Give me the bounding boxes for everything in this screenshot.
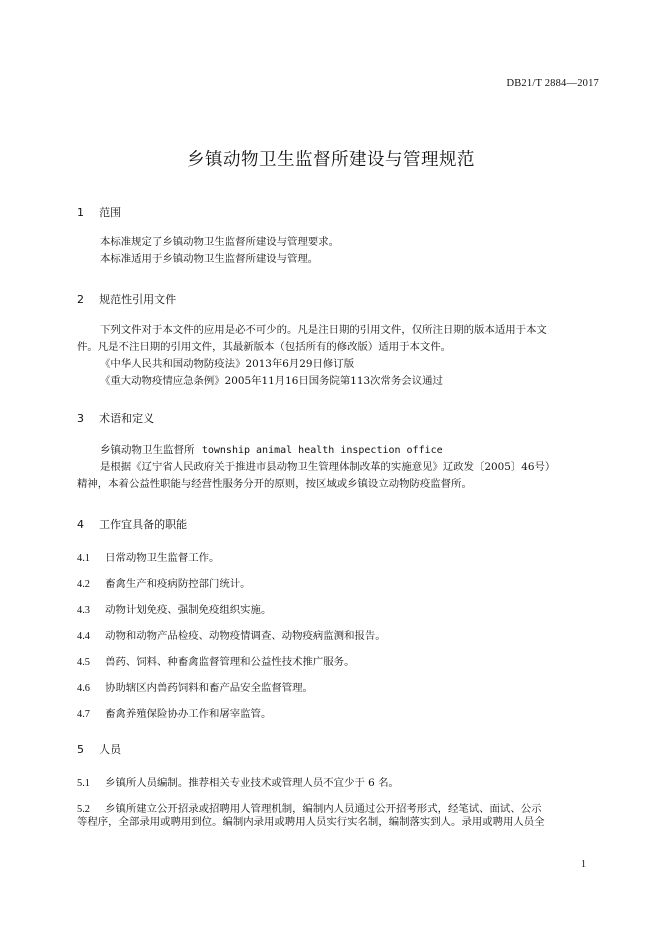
section-5-heading (77, 738, 121, 757)
section-title: 术语和定义 (99, 412, 155, 425)
clause-text: 乡镇所建立公开招录或招聘用人管理机制，编制内人员通过公开招考形式，经笔试、面试、公示 (105, 803, 542, 815)
clause-4-2 (77, 572, 251, 592)
clause-number: 5.2 (77, 804, 90, 815)
clause-text: 日常动物卫生监督工作。 (105, 552, 220, 564)
paragraph-line: 件。凡是不注日期的引用文件，其最新版本（包括所有的修改版）适用于本文件。 (77, 341, 452, 353)
clause-text: 畜禽生产和疫病防控部门统计。 (105, 578, 251, 590)
section-number: 1 (77, 206, 84, 219)
clause-text: 动物计划免疫、强制免疫组织实施。 (105, 604, 272, 616)
clause-4-6 (77, 676, 313, 696)
clause-number: 5.1 (77, 778, 90, 789)
section-title: 规范性引用文件 (99, 293, 177, 306)
paragraph-line: 下列文件对于本文件的应用是必不可少的。凡是注日期的引用文件，仅所注日期的版本适用于本文 (100, 324, 547, 336)
clause-text: 畜禽养殖保险协办工作和屠宰监管。 (105, 708, 272, 720)
term-entry (100, 442, 443, 457)
clause-number: 4.6 (77, 683, 90, 694)
section-number: 4 (77, 518, 84, 531)
section-number: 5 (77, 743, 84, 756)
section-title: 范围 (99, 206, 122, 219)
clause-4-4 (77, 624, 386, 644)
paragraph: 本标准适用于乡镇动物卫生监督所建设与管理。 (100, 253, 319, 265)
section-3-heading (77, 407, 154, 426)
section-1-heading (77, 201, 121, 220)
clause-text: 协助辖区内兽药饲料和畜产品安全监督管理。 (105, 682, 313, 694)
section-title: 人员 (99, 743, 122, 756)
reference-item: 《重大动物疫情应急条例》2005年11月16日国务院第113次常务会议通过 (100, 375, 443, 387)
clause-continuation-line: 等程序，全部录用或聘用到位。编制内录用或聘用人员实行实名制，编制落实到人。录用或聘用人员全 (77, 816, 545, 828)
clause-text: 动物和动物产品检疫、动物疫情调查、动物疫病监测和报告。 (105, 630, 386, 642)
document-code: DB21/T 2884—2017 (506, 78, 599, 89)
clause-number: 4.3 (77, 605, 90, 616)
section-2-heading (77, 288, 176, 307)
section-4-heading (77, 513, 187, 532)
term-english: township animal health inspection office (201, 445, 443, 456)
clause-number: 4.4 (77, 631, 90, 642)
clause-4-7 (77, 702, 271, 722)
section-number: 2 (77, 293, 84, 306)
clause-number: 4.1 (77, 553, 90, 564)
clause-5-1 (77, 771, 399, 791)
reference-item: 《中华人民共和国动物防疫法》2013年6月29日修订版 (100, 358, 355, 370)
clause-4-5 (77, 650, 354, 670)
definition-line: 精神，本着公益性职能与经营性服务分开的原则，按区域或乡镇设立动物防疫监督所。 (77, 478, 472, 490)
clause-4-1 (77, 546, 219, 566)
clause-text: 乡镇所人员编制。推荐相关专业技术或管理人员不宜少于 6 名。 (105, 777, 399, 789)
paragraph: 本标准规定了乡镇动物卫生监督所建设与管理要求。 (100, 236, 339, 248)
page-number: 1 (581, 859, 586, 870)
clause-number: 4.7 (77, 709, 90, 720)
clause-text: 兽药、饲料、种畜禽监督管理和公益性技术推广服务。 (105, 656, 355, 668)
section-title: 工作宜具备的职能 (99, 518, 188, 531)
clause-4-3 (77, 598, 271, 618)
clause-number: 4.2 (77, 579, 90, 590)
clause-number: 4.5 (77, 657, 90, 668)
definition-line: 是根据《辽宁省人民政府关于推进市县动物卫生管理体制改革的实施意见》辽政发〔2005〕46号） (100, 461, 556, 473)
document-title: 乡镇动物卫生监督所建设与管理规范 (187, 150, 475, 170)
term-chinese: 乡镇动物卫生监督所 (100, 444, 195, 456)
section-number: 3 (77, 412, 84, 425)
